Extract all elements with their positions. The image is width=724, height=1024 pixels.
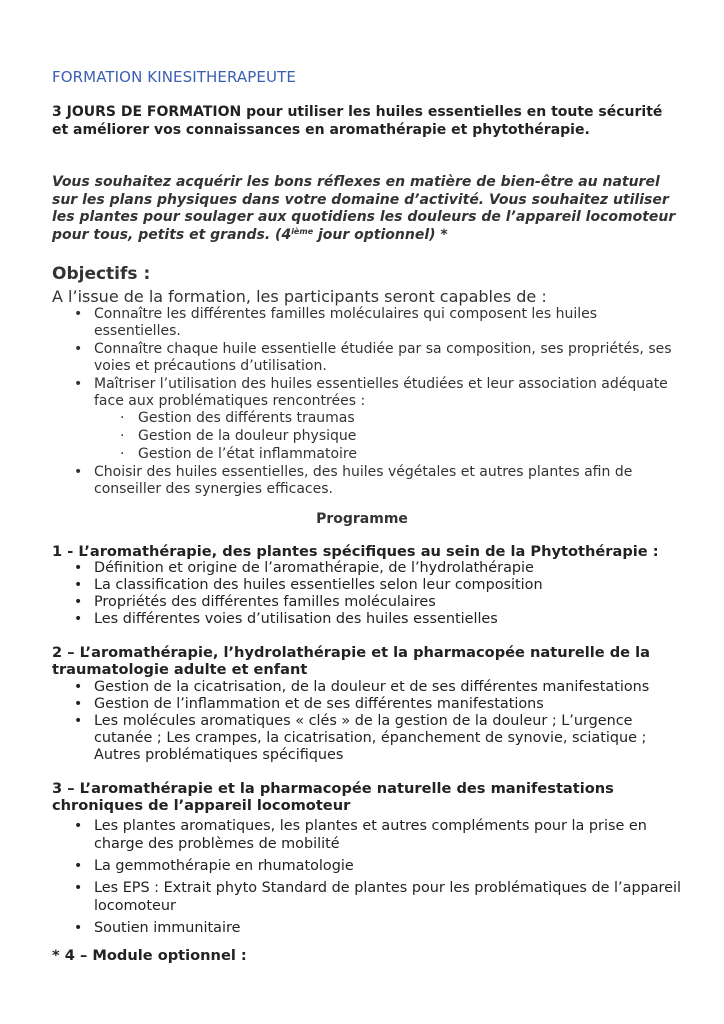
list-item: • Connaître chaque huile essentielle étudiée par sa composition, ses propriétés, ses voies et précautions d’utilisation. <box>52 341 684 375</box>
list-item: • Connaître les différentes familles moléculaires qui composent les huiles essentielles. <box>52 306 684 340</box>
document-title: FORMATION KINESITHERAPEUTE <box>52 68 296 86</box>
section-1-list <box>52 560 684 628</box>
programme-heading: Programme <box>316 511 408 527</box>
list-item: • Gestion de l’inflammation et de ses différentes manifestations <box>52 696 684 713</box>
intro-paragraph: 3 JOURS DE FORMATION pour utiliser les huiles essentielles en toute sécurité et améliorer vos connaissances en aromathérapie et phytothérapie. <box>52 104 663 138</box>
section-2-list <box>52 679 684 764</box>
objectives-sublist <box>94 410 684 463</box>
optional-module-heading: * 4 – Module optionnel : <box>52 947 247 964</box>
list-item <box>52 376 684 463</box>
list-item: • Propriétés des différentes familles moléculaires <box>52 594 684 611</box>
list-item: • Les différentes voies d’utilisation des huiles essentielles <box>52 611 684 628</box>
sublist-item: · Gestion de l’état inflammatoire <box>118 446 684 463</box>
sublist-item: · Gestion de la douleur physique <box>118 428 684 445</box>
objectives-list <box>52 306 684 499</box>
list-item: • La gemmothérapie en rhumatologie <box>52 857 684 875</box>
list-item: • La classification des huiles essentielles selon leur composition <box>52 577 684 594</box>
list-item: • Les molécules aromatiques « clés » de la gestion de la douleur ; L’urgence cutanée ; Les crampes, la cicatrisation, épanchement de synovie, sciatique ; Autres problématiques spécifiques <box>52 713 684 764</box>
objectives-heading: Objectifs : <box>52 264 151 284</box>
section-3-heading: 3 – L’aromathérapie et la pharmacopée naturelle des manifestations chroniques de l’appareil locomoteur <box>52 780 614 814</box>
objectives-subheading: A l’issue de la formation, les participants seront capables de : <box>52 287 547 306</box>
section-2-heading: 2 – L’aromathérapie, l’hydrolathérapie et la pharmacopée naturelle de la traumatologie adulte et enfant <box>52 644 650 678</box>
section-1-heading: 1 - L’aromathérapie, des plantes spécifiques au sein de la Phytothérapie : <box>52 543 659 560</box>
list-item: • Soutien immunitaire <box>52 919 684 937</box>
sublist-item: · Gestion des différents traumas <box>118 410 684 427</box>
lead-paragraph <box>52 174 684 244</box>
lead-text: Vous souhaitez acquérir les bons réflexes en matière de bien-être au naturel sur les plans physiques dans votre domaine d’activité. Vous souhaitez utiliser les plantes pour soulager aux quotidiens les douleurs de l’appareil locomoteur pour tous, petits et grands. (4 <box>52 174 676 243</box>
lead-superscript: ième <box>291 226 314 236</box>
list-item: • Choisir des huiles essentielles, des huiles végétales et autres plantes afin de conseiller des synergies efficaces. <box>52 464 684 498</box>
section-3-list <box>52 817 684 941</box>
list-item: • Définition et origine de l’aromathérapie, de l’hydrolathérapie <box>52 560 684 577</box>
list-item: • Les EPS : Extrait phyto Standard de plantes pour les problématiques de l’appareil locomoteur <box>52 879 684 915</box>
list-item-text: Maîtriser l’utilisation des huiles essentielles étudiées et leur association adéquate face aux problématiques rencontrées : <box>94 376 668 409</box>
list-item: • Les plantes aromatiques, les plantes et autres compléments pour la prise en charge des problèmes de mobilité <box>52 817 684 853</box>
lead-text-end: jour optionnel) * <box>313 226 448 243</box>
list-item: • Gestion de la cicatrisation, de la douleur et de ses différentes manifestations <box>52 679 684 696</box>
